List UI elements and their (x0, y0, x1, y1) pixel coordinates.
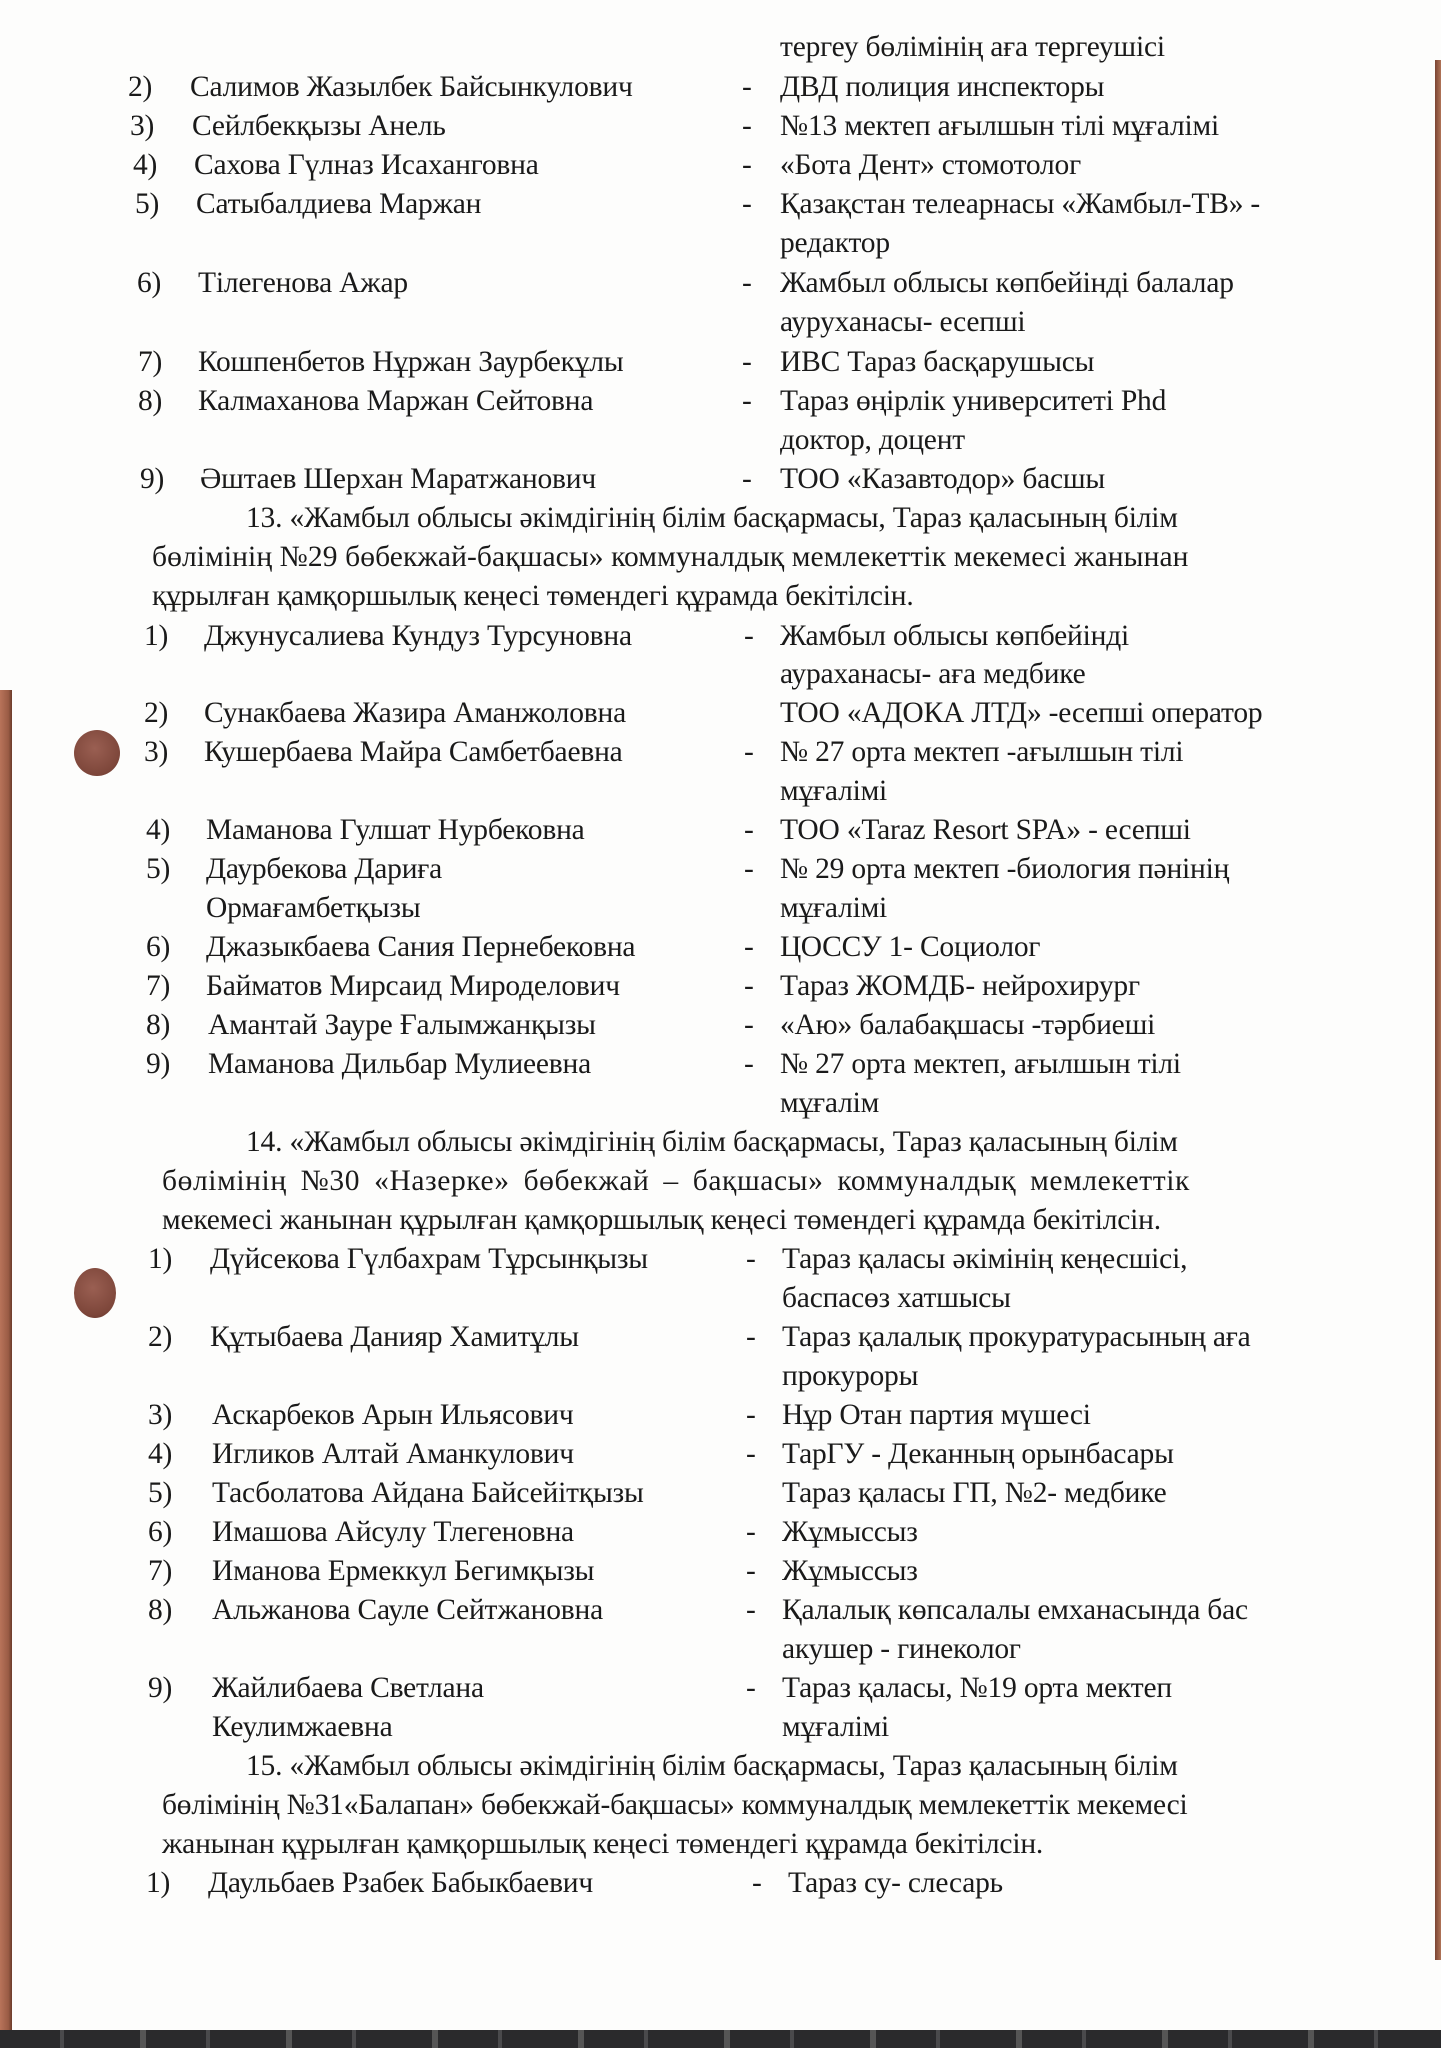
item-number: 7) (148, 1555, 173, 1587)
separator-dash: - (744, 1009, 754, 1041)
separator-dash: - (742, 346, 752, 378)
separator-dash: - (742, 385, 752, 417)
role-continuation: мұғалімі (780, 892, 888, 924)
member-name: Кошпенбетов Нұржан Заурбекұлы (198, 346, 624, 378)
item-number: 8) (146, 1009, 171, 1041)
member-role: Жұмыссыз (782, 1516, 918, 1548)
member-role: «Аю» балабақшасы -тәрбиеші (780, 1009, 1156, 1041)
member-name: Дүйсекова Гүлбахрам Тұрсынқызы (210, 1243, 648, 1275)
separator-dash: - (746, 1516, 756, 1548)
section-13-heading-line-2: бөлімінің №29 бөбекжай-бақшасы» коммуналдық мемлекеттік мекемесі жанынан (152, 541, 1189, 573)
separator-dash: - (746, 1243, 756, 1275)
member-name: Байматов Мирсаид Мироделович (206, 970, 620, 1002)
section-14-heading-line-3: мекемесі жанынан құрылған қамқоршылық кеңесі төмендегі құрамда бекітілсін. (162, 1204, 1161, 1236)
member-name-continuation: Ормағамбетқызы (206, 892, 421, 924)
separator-dash: - (746, 1555, 756, 1587)
member-role: Тараз қаласы, №19 орта мектеп (782, 1672, 1172, 1704)
role-continuation: ауруханасы- есепші (780, 306, 1026, 338)
member-name: Сунакбаева Жазира Аманжоловна (204, 697, 626, 729)
separator-dash: - (744, 620, 754, 652)
separator-dash: - (746, 1438, 756, 1470)
separator-dash: - (746, 1594, 756, 1626)
member-name: Салимов Жазылбек Байсынкулович (190, 71, 633, 103)
member-name: Калмаханова Маржан Сейтовна (198, 385, 594, 417)
background-surface (0, 2030, 1441, 2048)
page-edge-left (0, 690, 12, 2030)
member-role: ЦОССУ 1- Социолог (780, 931, 1041, 963)
role-continuation: баспасөз хатшысы (782, 1282, 1011, 1314)
role-continuation: акушер - гинеколог (782, 1633, 1021, 1665)
member-role: Тараз қаласы ГП, №2- медбике (782, 1477, 1167, 1509)
section-14-heading-line-1: 14. «Жамбыл облысы әкімдігінің білім басқармасы, Тараз қаласының білім (246, 1126, 1178, 1158)
member-role: ТОО «АДОКА ЛТД» -есепші оператор (780, 697, 1263, 729)
member-name: Әштаев Шерхан Маратжанович (200, 463, 597, 495)
member-role: ТОО «Казавтодор» басшы (780, 463, 1106, 495)
hole-punch-mark (74, 1268, 116, 1318)
section-14-heading-line-2: бөлімінің №30 «Назерке» бөбекжай – бақшасы» коммуналдық мемлекеттік (162, 1165, 1190, 1197)
item-number: 5) (148, 1477, 173, 1509)
separator-dash: - (744, 736, 754, 768)
hole-punch-mark (74, 730, 120, 776)
item-number: 5) (146, 853, 171, 885)
item-number: 4) (146, 814, 171, 846)
item-number: 4) (133, 149, 158, 181)
separator-dash: - (742, 149, 752, 181)
separator-dash: - (742, 463, 752, 495)
member-name-continuation: Кеулимжаевна (212, 1711, 393, 1743)
separator-dash: - (744, 1048, 754, 1080)
member-name: Амантай Зауре Ғалымжанқызы (208, 1009, 596, 1041)
member-name: Имашова Айсулу Тлегеновна (212, 1516, 574, 1548)
member-role: Жұмыссыз (782, 1555, 918, 1587)
member-name: Тілегенова Ажар (198, 267, 408, 299)
member-name: Сейлбекқызы Анель (192, 110, 446, 142)
item-number: 3) (144, 736, 169, 768)
item-number: 8) (138, 385, 163, 417)
member-role: Жамбыл облысы көпбейінді балалар (780, 267, 1234, 299)
member-name: Даурбекова Дариға (206, 853, 443, 885)
page-edge-right (1435, 60, 1441, 1960)
section-13-heading-line-3: құрылған қамқоршылық кеңесі төмендегі құрамда бекітілсін. (152, 580, 914, 612)
role-continuation: мұғалім (780, 1087, 880, 1119)
member-name: Иманова Ермеккул Бегимқызы (212, 1555, 595, 1587)
role-continuation: доктор, доцент (780, 424, 965, 456)
separator-dash: - (752, 1867, 762, 1899)
role-continuation: мұғалімі (782, 1711, 890, 1743)
item-number: 9) (146, 1048, 171, 1080)
item-number: 6) (137, 267, 162, 299)
section-15-heading-line-3: жанынан құрылған қамқоршылық кеңесі төмендегі құрамда бекітілсін. (162, 1828, 1044, 1860)
member-name: Тасболатова Айдана Байсейітқызы (212, 1477, 644, 1509)
member-name: Кушербаева Майра Самбетбаевна (204, 736, 623, 768)
member-name: Маманова Дильбар Мулиеевна (208, 1048, 591, 1080)
member-name: Құтыбаева Данияр Хамитұлы (210, 1321, 579, 1353)
member-name: Аскарбеков Арын Ильясович (212, 1399, 574, 1431)
section-15-heading-line-2: бөлімінің №31«Балапан» бөбекжай-бақшасы» коммуналдық мемлекеттік мекемесі (162, 1789, 1188, 1821)
member-role: № 27 орта мектеп -ағылшын тілі (780, 736, 1184, 768)
member-role: Қазақстан телеарнасы «Жамбыл-ТВ» - (780, 188, 1261, 220)
separator-dash: - (744, 931, 754, 963)
role-continuation: аураханасы- аға медбике (780, 658, 1086, 690)
member-name: Сахова Гүлназ Исаханговна (194, 149, 539, 181)
item-number: 9) (140, 463, 165, 495)
member-role: «Бота Дент» стомотолог (780, 149, 1081, 181)
separator-dash: - (746, 1672, 756, 1704)
separator-dash: - (744, 970, 754, 1002)
member-name: Игликов Алтай Аманкулович (212, 1438, 574, 1470)
member-role: Қалалық көпсалалы емханасында бас (782, 1594, 1248, 1626)
member-name: Джазыкбаева Сания Пернебековна (206, 931, 636, 963)
member-role: Тараз қаласы әкімінің кеңесшісі, (782, 1243, 1188, 1275)
member-name: Сатыбалдиева Маржан (196, 188, 482, 220)
separator-dash: - (742, 110, 752, 142)
separator-dash: - (746, 1321, 756, 1353)
item-number: 2) (144, 697, 169, 729)
member-name: Жайлибаева Светлана (212, 1672, 484, 1704)
member-role: ТарГУ - Деканның орынбасары (782, 1438, 1174, 1470)
member-role: ДВД полиция инспекторы (780, 71, 1105, 103)
item-number: 6) (148, 1516, 173, 1548)
item-number: 3) (130, 110, 155, 142)
role-continuation: мұғалімі (780, 775, 888, 807)
member-name: Даульбаев Рзабек Бабыкбаевич (208, 1867, 594, 1899)
item-number: 3) (148, 1399, 173, 1431)
member-role: Тараз өңірлік университеті Phd (780, 385, 1167, 417)
item-number: 1) (148, 1243, 173, 1275)
item-number: 8) (148, 1594, 173, 1626)
separator-dash: - (744, 853, 754, 885)
member-role: ТОО «Taraz Resort SPA» - есепші (780, 814, 1191, 846)
item-number: 1) (144, 620, 169, 652)
member-role: Нұр Отан партия мүшесі (782, 1399, 1091, 1431)
member-role: №13 мектеп ағылшын тілі мұғалімі (780, 110, 1219, 142)
item-number: 2) (128, 71, 153, 103)
item-number: 1) (146, 1867, 171, 1899)
member-role: Тараз қалалық прокуратурасының аға (782, 1321, 1251, 1353)
item-number: 7) (146, 970, 171, 1002)
item-number: 4) (148, 1438, 173, 1470)
separator-dash: - (742, 188, 752, 220)
member-role: ИВС Тараз басқарушысы (780, 346, 1095, 378)
separator-dash: - (746, 1399, 756, 1431)
separator-dash: - (742, 267, 752, 299)
section-13-heading-line-1: 13. «Жамбыл облысы әкімдігінің білім басқармасы, Тараз қаласының білім (246, 502, 1178, 534)
member-name: Альжанова Сауле Сейтжановна (212, 1594, 604, 1626)
member-role: № 27 орта мектеп, ағылшын тілі (780, 1048, 1181, 1080)
item-number: 2) (148, 1321, 173, 1353)
member-role: Тараз ЖОМДБ- нейрохирург (780, 970, 1140, 1002)
item-number: 5) (135, 188, 160, 220)
member-role: Тараз су- слесарь (788, 1867, 1003, 1899)
role-continuation: тергеу бөлімінің аға тергеушісі (780, 31, 1165, 63)
member-role: № 29 орта мектеп -биология пәнінің (780, 853, 1230, 885)
item-number: 6) (146, 931, 171, 963)
item-number: 7) (138, 346, 163, 378)
role-continuation: прокуроры (782, 1360, 919, 1392)
member-name: Джунусалиева Кундуз Турсуновна (204, 620, 632, 652)
section-15-heading-line-1: 15. «Жамбыл облысы әкімдігінің білім басқармасы, Тараз қаласының білім (246, 1750, 1178, 1782)
member-name: Маманова Гулшат Нурбековна (206, 814, 585, 846)
member-role: Жамбыл облысы көпбейінді (780, 620, 1129, 652)
item-number: 9) (148, 1672, 173, 1704)
role-continuation: редактор (780, 227, 890, 259)
separator-dash: - (742, 71, 752, 103)
separator-dash: - (744, 814, 754, 846)
